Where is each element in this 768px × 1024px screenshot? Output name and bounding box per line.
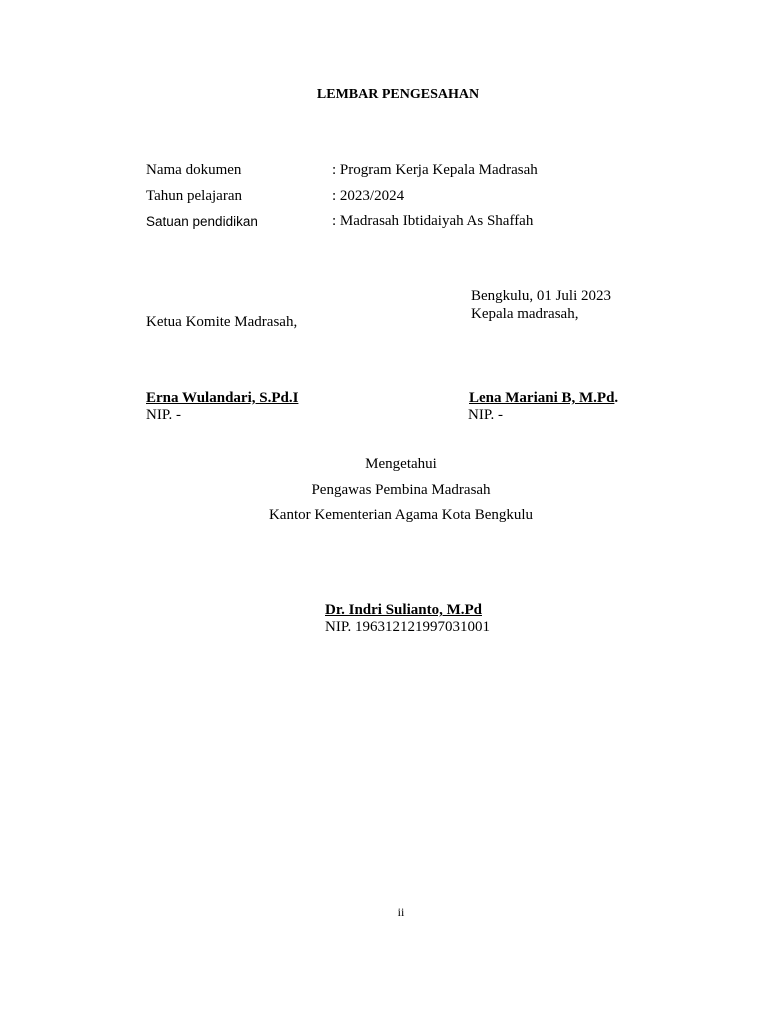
page-number: ii (397, 905, 405, 919)
supervisor-nip: NIP. 196312121997031001 (325, 619, 491, 635)
info-value-document-name: : Program Kerja Kepala Madrasah (332, 162, 538, 178)
left-signatory-nip: NIP. - (146, 407, 182, 423)
right-signatory-name-wrapper (469, 390, 618, 407)
acknowledgement-heading: Mengetahui (365, 456, 437, 472)
acknowledgement-office: Kantor Kementerian Agama Kota Bengkulu (268, 507, 534, 523)
right-signatory-role: Kepala madrasah, (471, 306, 579, 322)
left-signatory-role: Ketua Komite Madrasah, (146, 314, 298, 330)
right-signatory-name-suffix: . (614, 390, 619, 406)
left-signatory-name: Erna Wulandari, S.Pd.I (146, 390, 299, 406)
right-signatory-nip: NIP. - (468, 407, 504, 423)
acknowledgement-position: Pengawas Pembina Madrasah (311, 482, 491, 498)
page-title: LEMBAR PENGESAHAN (316, 87, 480, 102)
info-label-document-name: Nama dokumen (146, 162, 242, 178)
right-signatory-name: Lena Mariani B, M.Pd (469, 390, 615, 406)
supervisor-name: Dr. Indri Sulianto, M.Pd (325, 602, 482, 618)
info-label-education-unit: Satuan pendidikan (146, 214, 258, 229)
place-date: Bengkulu, 01 Juli 2023 (471, 288, 612, 304)
info-label-school-year: Tahun pelajaran (146, 188, 242, 204)
info-value-school-year: : 2023/2024 (332, 188, 405, 204)
info-value-education-unit: : Madrasah Ibtidaiyah As Shaffah (332, 213, 534, 229)
